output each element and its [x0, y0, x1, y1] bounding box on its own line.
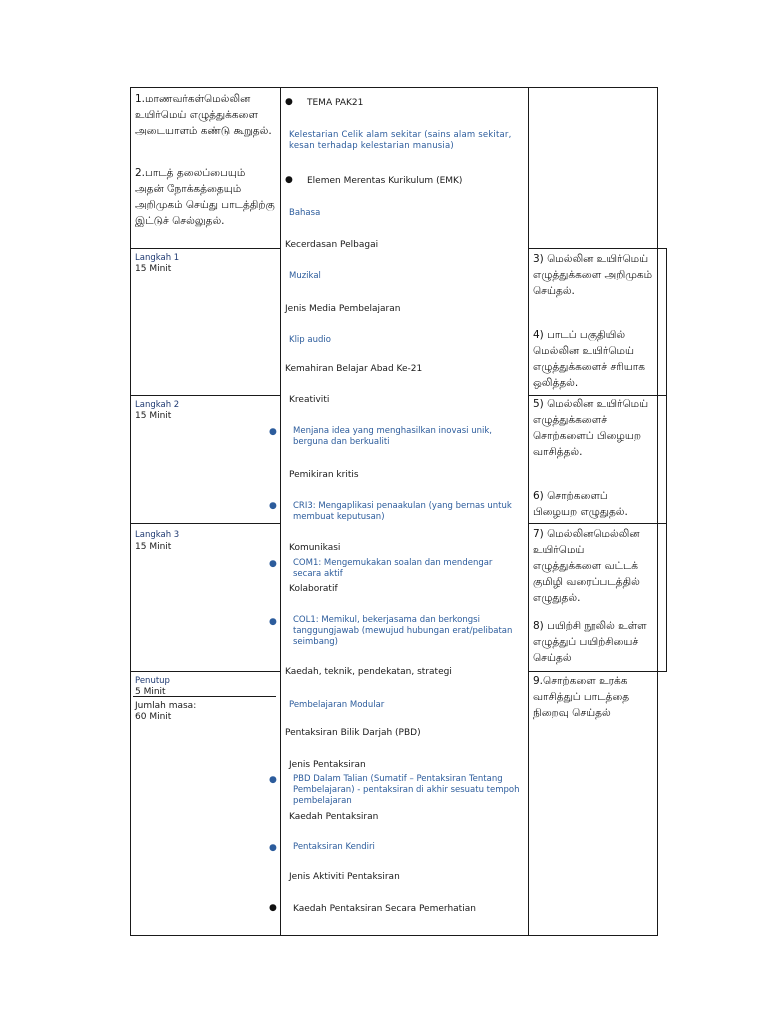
langkah-3-title: Langkah 3 [135, 530, 180, 540]
col1-row-divider-3 [130, 523, 281, 524]
penutup-time: 5 Minit [135, 687, 166, 697]
pemikiran-label: Pemikiran kritis [289, 470, 359, 480]
jenis-aktiviti-value: Kaedah Pentaksiran Secara Pemerhatian [293, 904, 476, 914]
penutup-title: Penutup [135, 676, 170, 686]
col3-row-divider-3 [528, 523, 667, 524]
jenis-pentaksiran-value: PBD Dalam Talian (Sumatif – Pentaksiran Tentang Pembelajaran) - pentaksiran di akhir sesuatu tempoh pembelajaran [293, 774, 520, 806]
col-divider-1 [280, 87, 281, 936]
bullet-emk: ● [285, 175, 293, 185]
komunikasi-value: COM1: Mengemukakan soalan dan mendengar secara aktif [293, 558, 493, 579]
table-right-border [657, 87, 658, 936]
bullet-tema: ● [285, 97, 293, 107]
inner-right-border [666, 248, 667, 672]
col-divider-2 [528, 87, 529, 936]
kaedah-label: Kaedah, teknik, pendekatan, strategi [285, 667, 452, 677]
kreativiti-value: Menjana idea yang menghasilkan inovasi unik, berguna dan berkualiti [293, 426, 492, 447]
step-9: 9.சொற்களை உரக்க வாசித்துப் பாடத்தை நிறைவு செய்தல் [533, 675, 630, 719]
table-left-border [130, 87, 131, 936]
langkah-1-title: Langkah 1 [135, 253, 180, 263]
komunikasi-label: Komunikasi [289, 543, 341, 553]
objective-2: 2.பாடத் தலைப்பையும் அதன் நோக்கத்தையும் அறிமுகம் செய்து பாடத்திற்கு இட்டுச் செல்லுதல். [135, 167, 275, 227]
objective-1: 1.மாணவர்கள்மெல்லின உயிர்மெய் எழுத்துக்களை அடையாளம் கண்டு கூறுதல். [135, 93, 272, 137]
col1-row-divider-2 [130, 395, 281, 396]
jenis-pentaksiran-label: Jenis Pentaksiran [289, 760, 366, 770]
jumlah-masa-time: 60 Minit [135, 712, 172, 722]
kreativiti-label: Kreativiti [289, 395, 330, 405]
step-8: 8) பயிற்சி நூலில் உள்ள எழுத்துப் பயிற்சியைச் செய்தல் [533, 620, 647, 664]
emk-label: Elemen Merentas Kurikulum (EMK) [307, 176, 463, 186]
table-bottom-border [130, 935, 658, 936]
langkah-2-title: Langkah 2 [135, 400, 180, 410]
step-3: 3) மெல்லின உயிர்மெய் எழுத்துக்களை அறிமுகம் செய்தல். [533, 253, 653, 297]
kaedah-pentaksiran-value: Pentaksiran Kendiri [293, 842, 375, 852]
jenis-aktiviti-label: Jenis Aktiviti Pentaksiran [289, 872, 400, 882]
col3-row-divider-1 [528, 248, 667, 249]
col1-row-divider-4 [130, 671, 281, 672]
col3-row-divider-4 [528, 671, 667, 672]
emk-value: Bahasa [289, 208, 321, 218]
jumlah-masa-title: Jumlah masa: [135, 701, 197, 711]
langkah-2-time: 15 Minit [135, 411, 172, 421]
kaedah-pentaksiran-label: Kaedah Pentaksiran [289, 812, 379, 822]
bullet-jenis-aktiviti: ● [269, 903, 277, 913]
bullet-kaedah-pentaksiran: ● [269, 843, 277, 853]
kaedah-value: Pembelajaran Modular [289, 700, 385, 710]
bullet-komunikasi: ● [269, 559, 277, 569]
pbd-label: Pentaksiran Bilik Darjah (PBD) [285, 728, 421, 738]
langkah-3-time: 15 Minit [135, 542, 172, 552]
bullet-kreativiti: ● [269, 427, 277, 437]
bullet-pemikiran: ● [269, 501, 277, 511]
step-7: 7) மெல்லினமெல்லின உயிர்மெய் எழுத்துக்களை வட்டக் குமிழி வரைப்படத்தில் எழுதுதல். [533, 528, 640, 604]
tema-value: Kelestarian Celik alam sekitar (sains alam sekitar, kesan terhadap kelestarian manusia) [289, 130, 512, 151]
step-6: 6) சொற்களைப் பிழையற எழுதுதல். [533, 490, 628, 518]
bullet-jenis-pentaksiran: ● [269, 775, 277, 785]
kecerdasan-value: Muzikal [289, 271, 321, 281]
tema-label: TEMA PAK21 [307, 98, 364, 108]
kolaboratif-label: Kolaboratif [289, 584, 338, 594]
media-value: Klip audio [289, 335, 331, 345]
kolaboratif-value: COL1: Memikul, bekerjasama dan berkongsi tanggungjawab (mewujud hubungan erat/pelibatan seimbang) [293, 615, 513, 647]
step-4: 4) பாடப் பகுதியில் மெல்லின உயிர்மெய் எழுத்துக்களைச் சரியாக ஒலித்தல். [533, 329, 645, 389]
pemikiran-value: CRI3: Mengaplikasi penaakulan (yang bernas untuk membuat keputusan) [293, 501, 512, 522]
bullet-kolaboratif: ● [269, 617, 277, 627]
media-label: Jenis Media Pembelajaran [285, 304, 401, 314]
col1-row-divider-1 [130, 248, 281, 249]
step-5: 5) மெல்லின உயிர்மெய் எழுத்துக்களைச் சொற்களைப் பிழையற வாசித்தல். [533, 398, 649, 458]
langkah-1-time: 15 Minit [135, 264, 172, 274]
kemahiran-label: Kemahiran Belajar Abad Ke-21 [285, 364, 423, 374]
kecerdasan-label: Kecerdasan Pelbagai [285, 240, 379, 250]
table-top-border [130, 87, 658, 88]
